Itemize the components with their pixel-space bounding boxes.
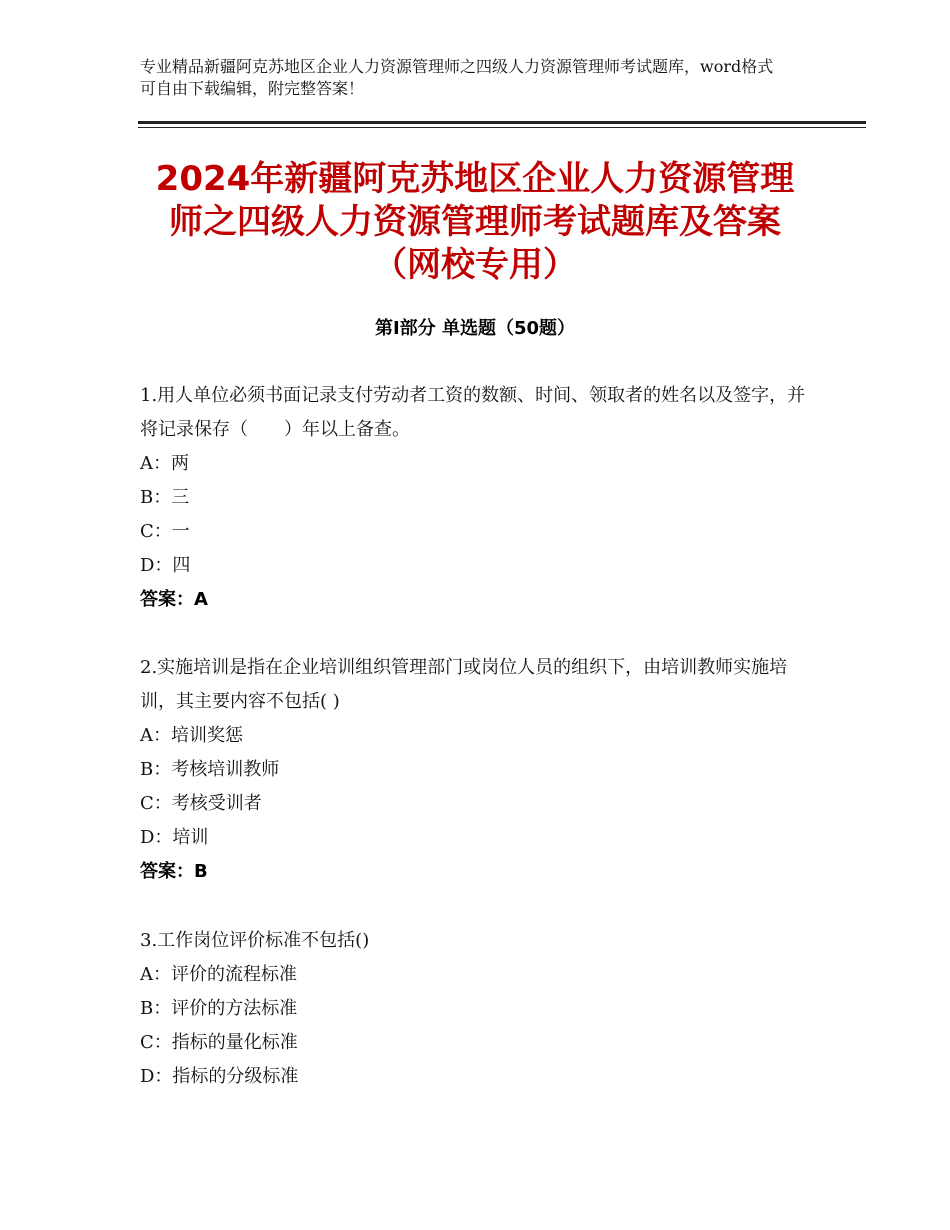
question-stem: 3.工作岗位评价标准不包括() [140,930,370,951]
option-b: B：评价的方法标准 [140,998,298,1019]
option-c: C：考核受训者 [140,793,262,814]
option-d: D：四 [140,555,191,576]
option-a: A：培训奖惩 [140,725,243,746]
question-2 [140,651,810,889]
document-title: 2024年新疆阿克苏地区企业人力资源管理师之四级人力资源管理师考试题库及答案（网校专用） [155,159,795,285]
header-note: 专业精品新疆阿克苏地区企业人力资源管理师之四级人力资源管理师考试题库，word格式可自由下载编辑，附完整答案！ [140,57,774,98]
answer: 答案：B [140,861,208,882]
question-stem: 1.用人单位必须书面记录支付劳动者工资的数额、时间、领取者的姓名以及签字，并将记录保存（ ）年以上备查。 [140,385,806,440]
question-1 [140,379,810,617]
answer: 答案：A [140,589,208,610]
header-rule-thick [138,121,866,124]
question-3 [140,924,810,1094]
section-title: 第Ⅰ部分 单选题（50题） [374,318,575,339]
option-d: D：指标的分级标准 [140,1066,299,1087]
option-a: A：评价的流程标准 [140,964,297,985]
option-c: C：指标的量化标准 [140,1032,298,1053]
question-stem: 2.实施培训是指在企业培训组织管理部门或岗位人员的组织下，由培训教师实施培训，其主要内容不包括( ) [140,657,788,712]
option-b: B：三 [140,487,190,508]
option-c: C：一 [140,521,190,542]
option-d: D：培训 [140,827,209,848]
option-a: A：两 [140,453,189,474]
header-rule-thin [138,127,866,128]
option-b: B：考核培训教师 [140,759,280,780]
